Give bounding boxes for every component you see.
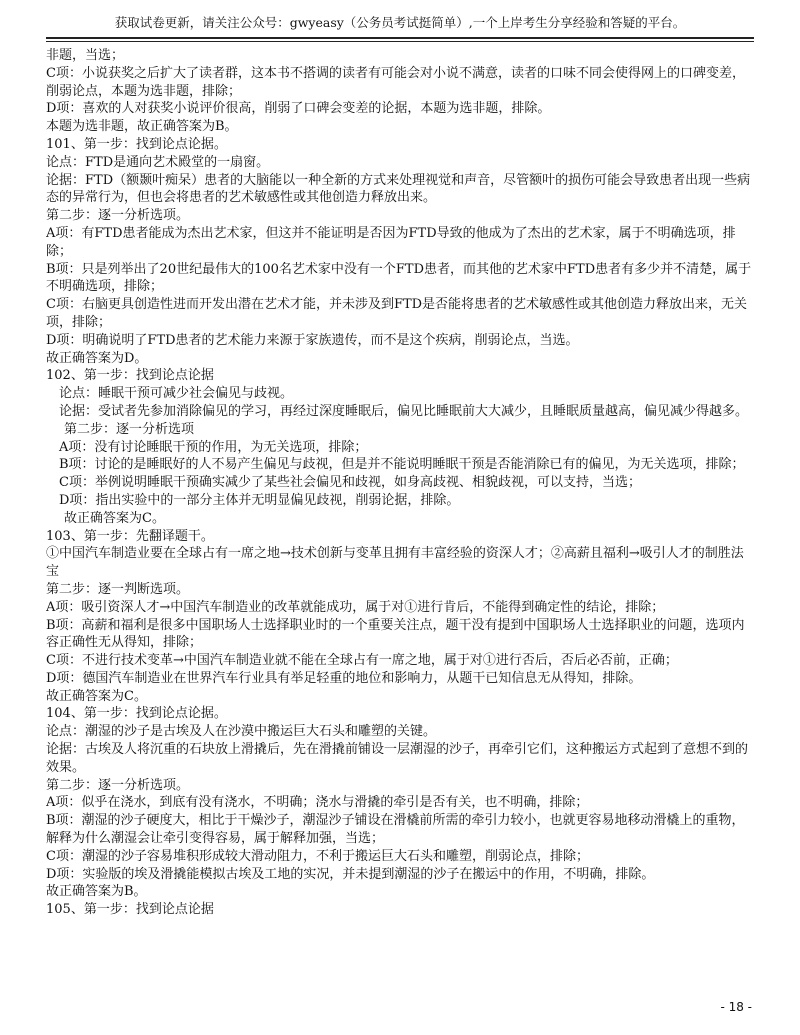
- text-line: B项：高薪和福利是很多中国职场人士选择职业时的一个重要关注点，题干没有提到中国职场人士选择职业的问题，选项内容正确性无从得知，排除；: [46, 617, 745, 651]
- header-rule: [46, 37, 754, 39]
- text-line: A项：没有讨论睡眠干预的作用，为无关选项，排除；: [59, 439, 368, 455]
- text-line: 故正确答案为C。: [64, 510, 165, 526]
- text-line: D项：德国汽车制造业在世界汽车行业具有举足轻重的地位和影响力，从题干已知信息无从得知，排除。: [46, 670, 642, 686]
- text-line: B项：潮湿的沙子硬度大，相比于干燥沙子，潮湿沙子铺设在滑橇前所需的牵引力较小，也就更容易地移动滑橇上的重物，解释为什么潮湿会让牵引变得容易，属于解释加强，当选；: [46, 813, 745, 847]
- text-line: 102、第一步：找到论点论据: [46, 368, 214, 384]
- text-line: 论点：睡眠干预可减少社会偏见与歧视。: [59, 386, 294, 402]
- text-line: 103、第一步：先翻译题干。: [46, 528, 214, 544]
- text-line: B项：只是列举出了20世纪最伟大的100名艺术家中没有一个FTD患者，而其他的艺术家中FTD患者有多少并不清楚，属于不明确选项，排除；: [46, 261, 752, 295]
- text-line: C项：举例说明睡眠干预确实减少了某些社会偏见和歧视，如身高歧视、相貌歧视，可以支持，当选；: [59, 475, 641, 491]
- text-line: 故正确答案为B。: [46, 884, 147, 900]
- text-line: D项：指出实验中的一部分主体并无明显偏见歧视，削弱论据，排除。: [59, 492, 460, 508]
- document-body: [46, 47, 752, 919]
- text-line: C项：右脑更具创造性进而开发出潜在艺术才能，并未涉及到FTD是否能将患者的艺术敏感性或其他创造力释放出来，无关项，排除；: [46, 297, 748, 330]
- text-line: 论点：潮湿的沙子是古埃及人在沙漠中搬运巨大石头和雕塑的关键。: [46, 724, 437, 740]
- text-line: C项：潮湿的沙子容易堆积形成较大滑动阻力，不利于搬运巨大石头和雕塑，削弱论点，排除；: [46, 848, 589, 864]
- text-line: 第二步：逐一分析选项: [64, 421, 195, 437]
- text-line: 论据：FTD（额颞叶痴呆）患者的大脑能以一种全新的方式来处理视觉和声音，尽管额叶的损伤可能会导致患者出现一些病态的异常行为，但也会将患者的艺术敏感性或其他创造力释放出来。: [46, 172, 751, 206]
- header-rule-thin: [46, 41, 754, 42]
- text-line: D项：实验版的埃及滑撬能模拟古埃及工地的实况，并未提到潮湿的沙子在搬运中的作用，不明确，排除。: [46, 866, 655, 882]
- text-line: 故正确答案为D。: [46, 350, 148, 366]
- text-line: B项：讨论的是睡眠好的人不易产生偏见与歧视，但是并不能说明睡眠干预是否能消除已有的偏见，为无关选项，排除；: [59, 457, 745, 473]
- text-line: 101、第一步：找到论点论据。: [46, 136, 227, 152]
- text-line: 故正确答案为C。: [46, 688, 147, 704]
- page-header: 获取试卷更新，请关注公众号：gwyeasy（公务员考试挺简单）,一个上岸考生分享经验和答疑的平台。: [114, 15, 686, 30]
- text-line: 本题为选非题，故正确答案为B。: [46, 119, 238, 135]
- text-line: 第二步：逐一判断选项。: [46, 581, 190, 597]
- text-line: C项：不进行技术变革→中国汽车制造业就不能在全球占有一席之地，属于对①进行否后，否后必否前，正确；: [46, 653, 678, 669]
- text-line: D项：喜欢的人对获奖小说评价很高，削弱了口碑会变差的论据，本题为选非题，排除。: [46, 101, 551, 117]
- text-line: 104、第一步：找到论点论据。: [46, 706, 227, 722]
- text-line: A项：有FTD患者能成为杰出艺术家，但这并不能证明是否因为FTD导致的他成为了杰出的艺术家，属于不明确选项，排除；: [46, 225, 736, 259]
- text-line: D项：明确说明了FTD患者的艺术能力来源于家族遗传，而不是这个疾病，削弱论点，当选。: [46, 332, 579, 348]
- text-line: 第二步：逐一分析选项。: [46, 777, 190, 793]
- text-line: 第二步：逐一分析选项。: [46, 208, 190, 224]
- text-line: 论据：古埃及人将沉重的石块放上滑撬后，先在滑撬前铺设一层潮湿的沙子，再牵引它们，这种搬运方式起到了意想不到的效果。: [46, 742, 749, 775]
- text-line: 论点：FTD是通向艺术殿堂的一扇窗。: [46, 154, 270, 170]
- text-line: A项：似乎在浇水，到底有没有浇水，不明确；浇水与滑撬的牵引是否有关，也不明确，排除；: [46, 795, 589, 811]
- text-line: A项：吸引资深人才→中国汽车制造业的改革就能成功，属于对①进行肯后，不能得到确定性的结论，排除；: [46, 599, 665, 615]
- page-number: - 18 -: [720, 1000, 752, 1014]
- text-line: 非题，当选；: [46, 48, 125, 63]
- text-line: C项：小说获奖之后扩大了读者群，这本书不搭调的读者有可能会对小说不满意，读者的口味不同会使得网上的口碑变差，削弱论点，本题为选非题，排除；: [46, 65, 745, 99]
- text-line: 105、第一步：找到论点论据: [46, 902, 214, 918]
- text-line: ①中国汽车制造业要在全球占有一席之地→技术创新与变革且拥有丰富经验的资深人才；②高薪且福利→吸引人才的制胜法宝: [46, 546, 744, 580]
- text-line: 论据：受试者先参加消除偏见的学习，再经过深度睡眠后，偏见比睡眠前大大减少，且睡眠质量越高，偏见减少得越多。: [59, 403, 749, 419]
